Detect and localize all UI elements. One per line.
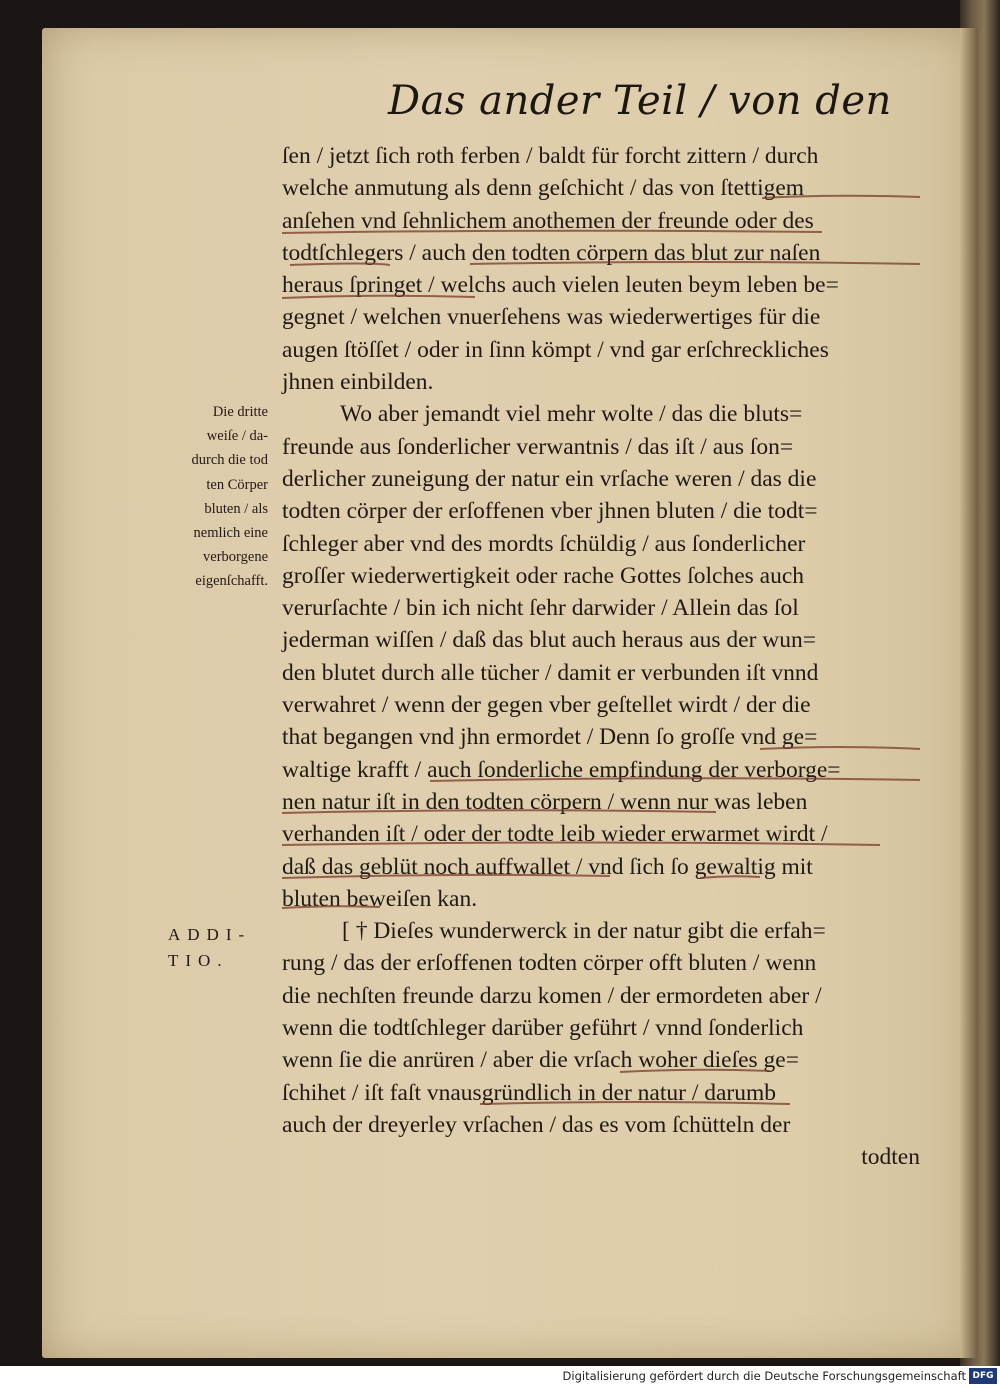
text-line: wenn ſie die anrüren / aber die vrſach woher dieſes ge= [282, 1047, 799, 1074]
running-header: Das ander Teil / von den [388, 78, 892, 124]
dfg-logo: DFG [969, 1368, 997, 1384]
text-line: jhnen einbilden. [282, 369, 434, 396]
margin-note-line: eigenſchafft. [195, 573, 268, 590]
paragraph-start-line: Wo aber jemandt viel mehr wolte / das die bluts= [340, 401, 803, 428]
page-edge-shadow [960, 28, 978, 1358]
text-line: den blutet durch alle tücher / damit er verbunden iſt vnnd [282, 659, 819, 686]
text-line: auch der dreyerley vrſachen / das es vom ſchütteln der [282, 1111, 791, 1138]
margin-addition-line: TIO. [168, 951, 229, 970]
text-line: welche anmutung als denn geſchicht / das von ſtettigem [282, 175, 805, 202]
text-line: todten [861, 1144, 920, 1171]
text-line: derlicher zuneigung der natur ein vrſache weren / das die [282, 465, 817, 492]
text-line: die nechſten freunde darzu komen / der ermordeten aber / [282, 982, 822, 1009]
text-line: jederman wiſſen / daß das blut auch heraus aus der wun= [282, 627, 817, 654]
text-line: wenn die todtſchleger darüber geführt / vnnd ſonderlich [282, 1015, 804, 1042]
margin-note-line: nemlich eine [193, 525, 268, 542]
paragraph-start-line: [ † Dieſes wunderwerck in der natur gibt die erfah= [342, 918, 826, 945]
text-line: gegnet / welchen vnuerſehens was wiederwertiges für die [282, 304, 821, 331]
margin-note-line: weiſe / da- [206, 428, 268, 445]
text-line: verwahret / wenn der gegen vber geſtellet wirdt / der die [282, 692, 811, 719]
text-line: nen natur iſt in den todten cörpern / wenn nur was leben [282, 788, 808, 815]
text-line: heraus ſpringet / welchs auch vielen leuten beym leben be= [282, 272, 839, 299]
margin-addition-line: ADDI- [168, 925, 252, 944]
margin-note-line: durch die tod [191, 452, 268, 469]
text-line: anſehen vnd ſehnlichem anothemen der freunde oder des [282, 207, 814, 234]
margin-note-line: ten Cörper [206, 476, 268, 493]
margin-note-line: verborgene [203, 549, 268, 566]
text-line: todtſchlegers / auch den todten cörpern das blut zur naſen [282, 239, 821, 266]
text-line: augen ſtöſſet / oder in ſinn kömpt / vnd gar erſchreckliches [282, 336, 829, 363]
text-line: ſchihet / iſt faſt vnausgründlich in der natur / darumb [282, 1079, 777, 1106]
body-text [282, 140, 922, 1174]
margin-note [160, 400, 268, 594]
text-line: daß das geblüt noch auffwallet / vnd ſich ſo gewaltig mit [282, 853, 813, 880]
text-line: verurſachte / bin ich nicht ſehr darwider / Allein das ſol [282, 595, 799, 622]
margin-addition-label [168, 922, 278, 974]
text-line: rung / das der erſoffenen todten cörper offt bluten / wenn [282, 950, 817, 977]
text-line: freunde aus ſonderlicher verwantnis / das iſt / aus ſon= [282, 433, 794, 460]
margin-note-line: Die dritte [212, 404, 268, 420]
text-line: that begangen vnd jhn ermordet / Denn ſo groſſe vnd ge= [282, 724, 818, 751]
text-line: waltige krafft / auch ſonderliche empfindung der verborge= [282, 756, 841, 783]
margin-note-line: bluten / als [204, 500, 268, 517]
text-line: bluten beweiſen kan. [282, 885, 478, 912]
text-line: groſſer wiederwertigkeit oder rache Gottes ſolches auch [282, 562, 805, 589]
text-line: verhanden iſt / oder der todte leib wieder erwarmet wirdt / [282, 821, 828, 848]
text-line: ſchleger aber vnd des mordts ſchüldig / aus ſonderlicher [282, 530, 806, 557]
text-line: ſen / jetzt ſich roth ferben / baldt für forcht zittern / durch [282, 143, 819, 169]
text-line: todten cörper der erſoffenen vber jhnen bluten / die todt= [282, 498, 818, 525]
funding-credit: Digitalisierung gefördert durch die Deutsche Forschungsgemeinschaft [562, 1369, 966, 1383]
